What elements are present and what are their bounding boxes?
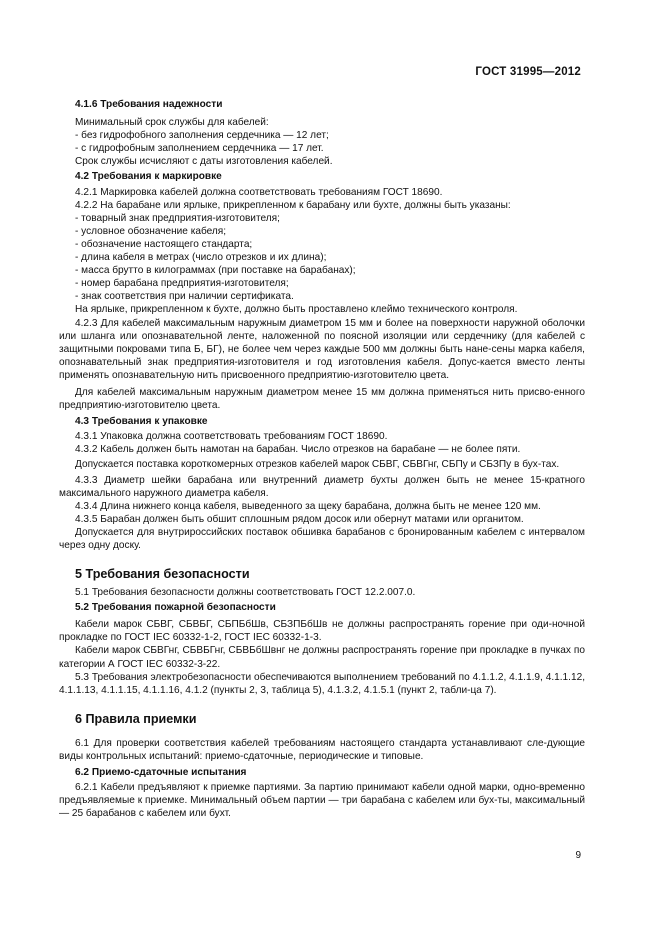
paragraph: 4.2.1 Маркировка кабелей должна соответствовать требованиям ГОСТ 18690. [75, 186, 443, 198]
paragraph: 4.2.3 Для кабелей максимальным наружным диаметром 15 мм и более на поверхности наружной оболочки или шланга или опознавательной ленте, наложенной по поясной изоляции или сердечнику (для кабелей с защитными покровами типа Б, БГ), не более чем через каждые 500 мм должны быть нане-сены марка кабеля, опознавательный знак предприятия-изготовителя и год изготовления кабеля. Допус-кается вместо ленты применять опознавательную нить присвоенного предприятию-изготовителю цвета. [59, 317, 585, 381]
paragraph: Срок службы исчисляют с даты изготовления кабелей. [75, 156, 333, 168]
paragraph: На ярлыке, прикрепленном к бухте, должно быть проставлено клеймо технического контроля. [75, 304, 518, 316]
paragraph: - без гидрофобного заполнения сердечника — 12 лет; [75, 130, 329, 142]
subsection-heading: 4.2 Требования к маркировке [75, 171, 222, 183]
subsection-heading: 4.1.6 Требования надежности [75, 99, 223, 110]
paragraph: 6.1 Для проверки соответствия кабелей требованиям настоящего стандарта устанавливают сле-дующие виды контрольных испытаний: приемо-сдаточные, периодические и типовые. [59, 737, 585, 762]
section-heading: 6 Правила приемки [75, 711, 197, 726]
paragraph: 4.3.2 Кабель должен быть намотан на барабан. Число отрезков на барабане — не более пяти. [75, 444, 521, 456]
paragraph: Допускается для внутрироссийских поставок обшивка барабанов с бронированным кабелем с интервалом через одну доску. [59, 526, 585, 551]
paragraph: 5.3 Требования электробезопасности обеспечиваются выполнением требований по 4.1.1.2, 4.1.1.9, 4.1.1.12, 4.1.1.13, 4.1.1.15, 4.1.1.16, 4.1.2 (пункты 2, 3, таблица 5), 4.1.3.2, 4.1.5.1 (пункт 2, табли-ца 7). [59, 671, 585, 696]
paragraph: - обозначение настоящего стандарта; [75, 238, 253, 250]
page-number: 9 [575, 850, 581, 861]
paragraph: - товарный знак предприятия-изготовителя; [75, 212, 280, 224]
section-heading: 5 Требования безопасности [75, 567, 250, 582]
paragraph: Допускается поставка короткомерных отрезков кабелей марок СБВГ, СБВГнг, СБПу и СБЗПу в бух-тах. [75, 459, 560, 471]
paragraph: 4.3.1 Упаковка должна соответствовать требованиям ГОСТ 18690. [75, 431, 388, 443]
paragraph: 4.3.3 Диаметр шейки барабана или внутренний диаметр бухты должен быть не менее 15-кратного максимального наружного диаметра кабеля. [59, 474, 585, 499]
paragraph: Для кабелей максимальным наружным диаметром менее 15 мм должна применяться нить присво-енного предприятию-изготовителю цвета. [59, 386, 585, 412]
paragraph: - с гидрофобным заполнением сердечника — 17 лет. [75, 143, 324, 155]
paragraph: - условное обозначение кабеля; [75, 225, 227, 237]
paragraph: - знак соответствия при наличии сертификата. [75, 291, 294, 303]
paragraph: - масса брутто в килограммах (при поставке на барабанах); [75, 265, 356, 277]
standard-header: ГОСТ 31995—2012 [475, 66, 581, 78]
paragraph: Кабели марок СБВГнг, СБВБГнг, СБВБбШвнг не должны распространять горение при прокладке в пучках по категории А ГОСТ IEC 60332-3-22. [59, 645, 585, 670]
paragraph: 4.3.4 Длина нижнего конца кабеля, выведенного за щеку барабана, должна быть не менее 120 мм. [75, 500, 541, 512]
paragraph: - номер барабана предприятия-изготовителя; [75, 278, 289, 290]
paragraph: Кабели марок СБВГ, СБВБГ, СБПБбШв, СБЗПБбШв не должны распространять горение при оди-ночной прокладке по ГОСТ IEC 60332-1-2, ГОСТ IEC 60332-1-3. [59, 619, 585, 644]
paragraph: Минимальный срок службы для кабелей: [75, 117, 269, 129]
paragraph: 4.2.2 На барабане или ярлыке, прикрепленном к барабану или бухте, должны быть указаны: [75, 199, 511, 211]
paragraph: - длина кабеля в метрах (число отрезков и их длина); [75, 252, 327, 264]
subsection-heading: 4.3 Требования к упаковке [75, 416, 208, 428]
paragraph: 5.1 Требования безопасности должны соответствовать ГОСТ 12.2.007.0. [75, 587, 416, 599]
document-body [59, 92, 585, 820]
paragraph: 4.3.5 Барабан должен быть обшит сплошным рядом досок или обернут матами или органитом. [75, 513, 524, 525]
paragraph: 6.2.1 Кабели предъявляют к приемке партиями. За партию принимают кабели одной марки, одно-временно предъявляемые к приемке. Минимальный объем партии — три барабана с кабелем или бух-ты, максимальный — 25 барабанов с кабелем или бухт. [59, 782, 585, 820]
subsection-heading: 5.2 Требования пожарной безопасности [75, 602, 276, 614]
subsection-heading: 6.2 Приемо-сдаточные испытания [75, 767, 247, 779]
